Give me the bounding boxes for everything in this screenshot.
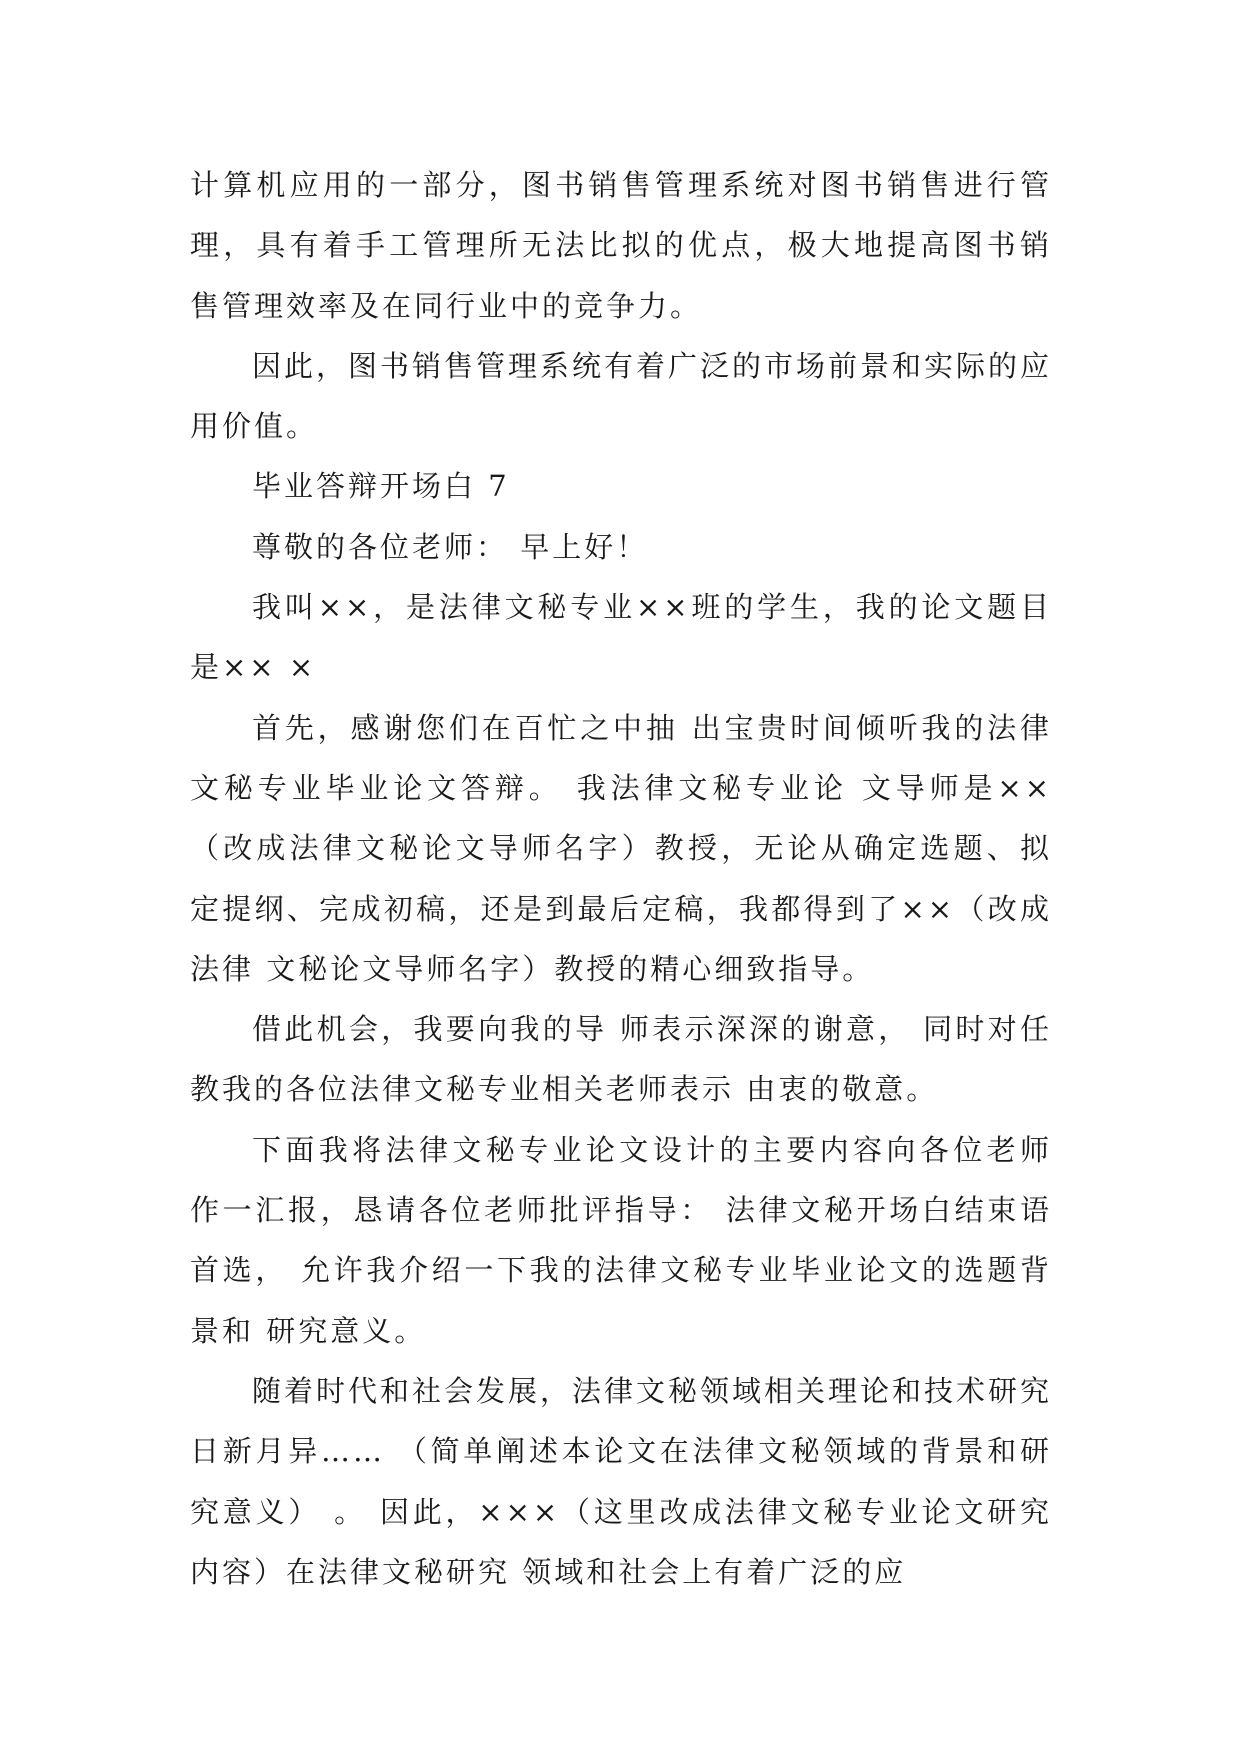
paragraph-intro: 我叫××，是法律文秘专业××班的学生，我的论文题目是×× × [190,590,1052,685]
section-heading: 毕业答辩开场白 7 [252,469,510,504]
paragraph-gratitude: 借此机会，我要向我的导 师表示深深的谢意， 同时对任教我的各位法律文秘专业相关老师表示 由衷的敬意。 [190,1012,1052,1107]
paragraph-background: 随着时代和社会发展，法律文秘领域相关理论和技术研究 日新月异…… （简单阐述本论文在法律文秘领域的背景和研究意义） 。 因此，×××（这里改成法律文秘专业论文研究内容）在法律文秘研究 领域和社会上有着广泛的应 [190,1373,1053,1589]
paragraph-1: 计算机应用的一部分，图书销售管理系统对图书销售进行管理，具有着手工管理所无法比拟的优点，极大地提高图书销售管理效率及在同行业中的竞争力。 [190,168,1052,323]
paragraph-report: 下面我将法律文秘专业论文设计的主要内容向各位老师 作一汇报，恳请各位老师批评指导： 法律文秘开场白结束语 首选， 允许我介绍一下我的法律文秘专业毕业论文的选题背景和 研究意义。 [190,1132,1052,1348]
greeting: 尊敬的各位老师： 早上好！ [252,529,649,564]
paragraph-thanks: 首先，感谢您们在百忙之中抽 出宝贵时间倾听我的法律文秘专业毕业论文答辩。 我法律文秘专业论 文导师是××（改成法律文秘论文导师名字）教授，无论从确定选题、拟定提纲、完成初稿，还是到最后定稿，我都得到了××（改成法律 文秘论文导师名字）教授的精心细致指导。 [190,710,1052,986]
document-body [190,155,1052,1602]
paragraph-2: 因此，图书销售管理系统有着广泛的市场前景和实际的应用价值。 [190,348,1053,444]
